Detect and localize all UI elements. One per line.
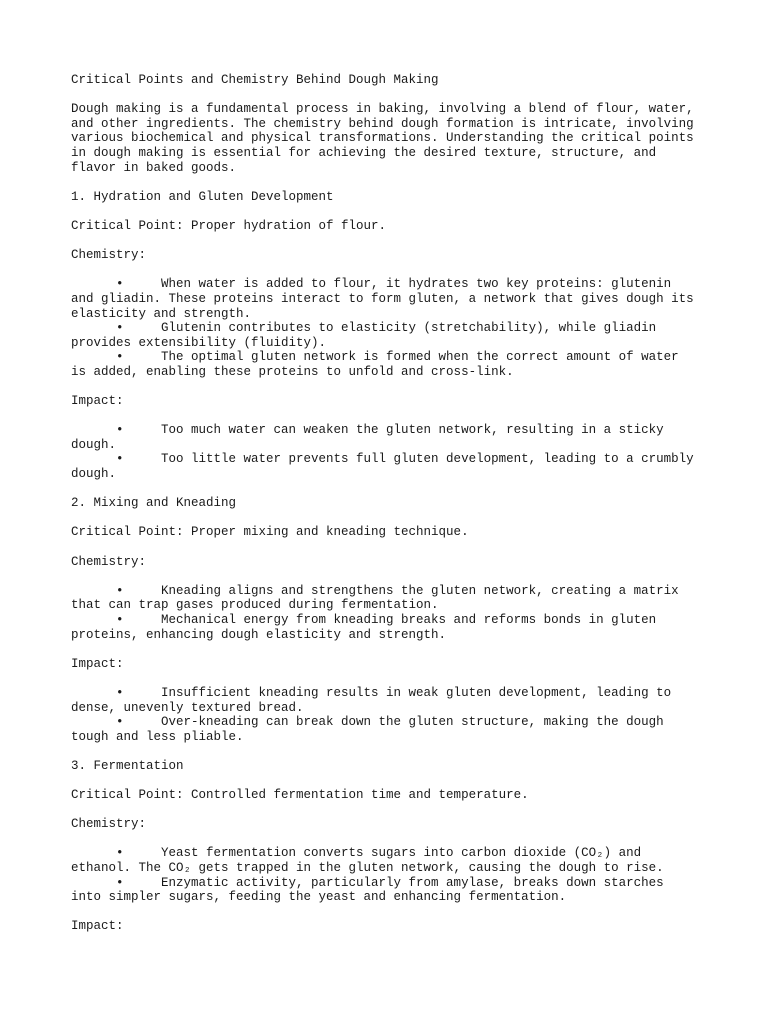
text-line: various biochemical and physical transformations. Understanding the critical points: [71, 131, 694, 146]
blank-line: [71, 774, 711, 789]
text-line: Critical Point: Controlled fermentation time and temperature.: [71, 788, 529, 803]
text-line: and other ingredients. The chemistry behind dough formation is intricate, involving: [71, 116, 694, 131]
bullet-line: • Mechanical energy from kneading breaks and reforms bonds in gluten: [71, 612, 657, 627]
text-line: Critical Point: Proper hydration of flour.: [71, 218, 387, 233]
document-title: Critical Points and Chemistry Behind Dough Making: [71, 73, 439, 87]
bullet-line: • Glutenin contributes to elasticity (stretchability), while gliadin: [71, 321, 657, 336]
text-line: is added, enabling these proteins to unfold and cross-link.: [71, 364, 514, 379]
text-line: Chemistry:: [71, 554, 147, 569]
text-line: Dough making is a fundamental process in baking, involving a blend of flour, water,: [71, 102, 694, 117]
text-line: dense, unevenly textured bread.: [71, 700, 304, 715]
section-heading: 3. Fermentation: [71, 758, 184, 773]
text-line: tough and less pliable.: [71, 729, 244, 744]
text-line: provides extensibility (fluidity).: [71, 335, 327, 350]
blank-line: [71, 175, 711, 190]
blank-line: [71, 379, 711, 394]
text-line: dough.: [71, 467, 117, 482]
text-line: Impact:: [71, 394, 124, 409]
blank-line: [71, 263, 711, 278]
bullet-line: • Too much water can weaken the gluten network, resulting in a sticky: [71, 423, 664, 438]
text-line: proteins, enhancing dough elasticity and strength.: [71, 627, 447, 642]
bullet-line: • Enzymatic activity, particularly from amylase, breaks down starches: [71, 875, 664, 890]
document-body: [71, 73, 711, 934]
text-line: Critical Point: Proper mixing and kneading technique.: [71, 525, 469, 540]
blank-line: [71, 671, 711, 686]
bullet-line: • The optimal gluten network is formed when the correct amount of water: [71, 350, 679, 365]
text-line: in dough making is essential for achieving the desired texture, structure, and: [71, 145, 657, 160]
text-line: that can trap gases produced during fermentation.: [71, 598, 439, 613]
blank-line: [71, 569, 711, 584]
section-heading: 2. Mixing and Kneading: [71, 496, 237, 511]
blank-line: [71, 642, 711, 657]
blank-line: [71, 511, 711, 526]
blank-line: [71, 409, 711, 424]
blank-line: [71, 482, 711, 497]
blank-line: [71, 905, 711, 920]
blank-line: [71, 204, 711, 219]
text-line: flavor in baked goods.: [71, 160, 237, 175]
text-line: into simpler sugars, feeding the yeast and enhancing fermentation.: [71, 890, 567, 905]
text-line: and gliadin. These proteins interact to form gluten, a network that gives dough its: [71, 291, 694, 306]
bullet-line: • Over-kneading can break down the gluten structure, making the dough: [71, 715, 664, 730]
bullet-line: • Insufficient kneading results in weak gluten development, leading to: [71, 685, 672, 700]
section-heading: 1. Hydration and Gluten Development: [71, 189, 334, 204]
text-line: Impact:: [71, 919, 124, 934]
bullet-line: • When water is added to flour, it hydrates two key proteins: glutenin: [71, 277, 672, 292]
blank-line: [71, 234, 711, 249]
text-line: ethanol. The CO₂ gets trapped in the gluten network, causing the dough to rise.: [71, 861, 664, 876]
text-line: elasticity and strength.: [71, 306, 252, 321]
bullet-line: • Yeast fermentation converts sugars into carbon dioxide (CO₂) and: [71, 846, 642, 861]
blank-line: [71, 832, 711, 847]
text-line: Impact:: [71, 656, 124, 671]
bullet-line: • Too little water prevents full gluten development, leading to a crumbly: [71, 452, 694, 467]
blank-line: [71, 88, 711, 103]
text-line: dough.: [71, 437, 117, 452]
blank-line: [71, 540, 711, 555]
blank-line: [71, 803, 711, 818]
text-line: Chemistry:: [71, 248, 147, 263]
bullet-line: • Kneading aligns and strengthens the gluten network, creating a matrix: [71, 583, 679, 598]
blank-line: [71, 744, 711, 759]
text-line: Chemistry:: [71, 817, 147, 832]
